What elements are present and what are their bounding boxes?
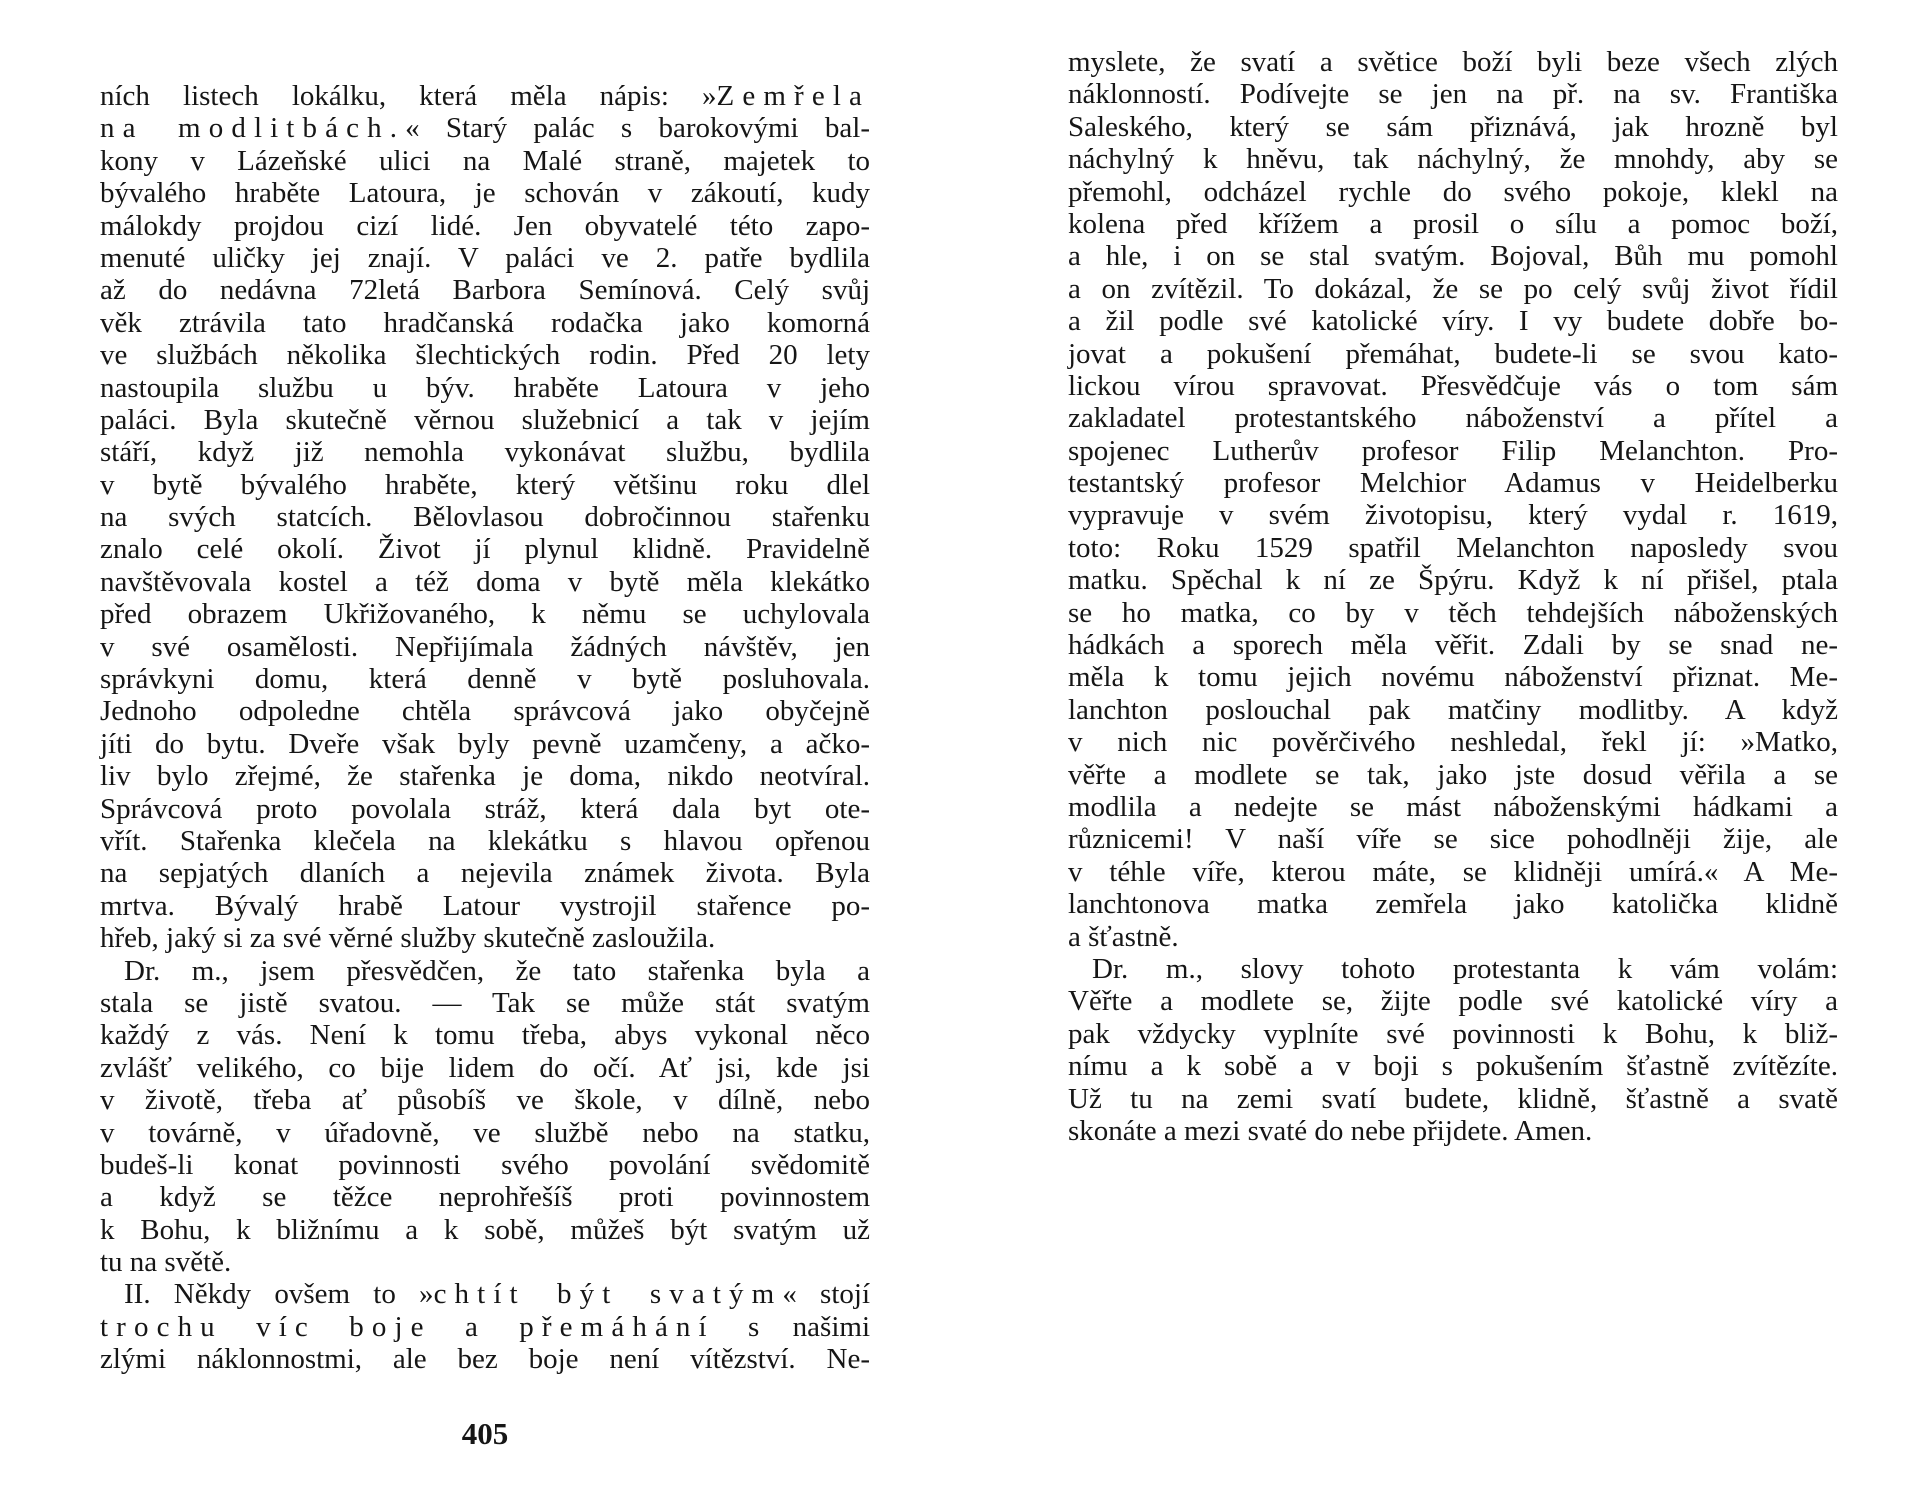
text-line: Jednoho odpoledne chtěla správcová jako obyčejně (100, 695, 870, 728)
text-line: trochu víc boje a přemáhání s našimi (100, 1310, 870, 1343)
text-line: na modlitbách.« Starý palác s barokovými bal- (100, 112, 870, 145)
text-line: měla k tomu jejich novému náboženství přiznat. Me- (1068, 661, 1838, 694)
text-line: Správcová proto povolala stráž, která dala byt ote- (100, 792, 870, 825)
text-line: mrtva. Bývalý hrabě Latour vystrojil stařence po- (100, 889, 870, 922)
text-line: ve službách několika šlechtických rodin. Před 20 lety (100, 339, 870, 372)
text-line: hřeb, jaký si za své věrné služby skutečně zasloužila. (100, 922, 716, 955)
text-line: a on zvítězil. To dokázal, že se po celý svůj život řídil (1068, 272, 1838, 305)
text-line: myslete, že svatí a světice boží byli beze všech zlých (1068, 46, 1838, 78)
text-line: v téhle víře, kterou máte, se klidněji umírá.« A Me- (1068, 855, 1838, 888)
text-line: zvlášť velikého, co bije lidem do očí. Ať jsi, kde jsi (100, 1051, 870, 1084)
text-line: zlými náklonnostmi, ale bez boje není vítězství. Ne- (100, 1343, 870, 1376)
text-line: věřte a modlete se tak, jako jste dosud věřila a se (1068, 758, 1838, 791)
text-line: věk ztrávila tato hradčanská rodačka jako komorná (100, 306, 870, 339)
text-line: každý z vás. Není k tomu třeba, abys vykonal něco (100, 1019, 870, 1052)
text-line: v továrně, v úřadovně, ve službě nebo na statku, (100, 1116, 870, 1149)
text-line: málokdy projdou cizí lidé. Jen obyvatelé této zapo- (100, 209, 870, 242)
text-line: přemohl, odcházel rychle do svého pokoje, klekl na (1068, 175, 1838, 208)
text-line: vypravuje v svém životopisu, který vydal r. 1619, (1068, 499, 1838, 532)
text-line: a šťastně. (1068, 920, 1179, 953)
text-line: zakladatel protestantského náboženství a přítel a (1068, 402, 1838, 435)
text-line: testantský profesor Melchior Adamus v Heidelberku (1068, 467, 1838, 500)
text-line: náklonností. Podívejte se jen na př. na sv. Františka (1068, 78, 1838, 111)
text-line: lanchton poslouchal pak matčiny modlitby. A když (1068, 693, 1838, 726)
text-line: před obrazem Ukřižovaného, k němu se uchylovala (100, 598, 870, 631)
text-line: kony v Lázeňské ulici na Malé straně, majetek to (100, 144, 870, 177)
text-line: nímu a k sobě a v boji s pokušením šťastně zvítězíte. (1068, 1050, 1838, 1083)
text-line: II. Někdy ovšem to »chtít být svatým« stojí (124, 1278, 870, 1311)
text-line: vřít. Stařenka klečela na klekátku s hlavou opřenou (100, 824, 870, 857)
text-line: matku. Spěchal k ní ze Špýru. Když k ní přišel, ptala (1068, 564, 1838, 597)
text-line: hádkách a sporech měla věřit. Zdali by se snad ne- (1068, 629, 1838, 662)
text-line: kolena před křížem a prosil o sílu a pomoc boží, (1068, 207, 1838, 240)
text-line: paláci. Byla skutečně věrnou služebnicí a tak v jejím (100, 403, 870, 436)
left-text-column (100, 80, 870, 1376)
text-line: jovat a pokušení přemáhat, budete-li se svou kato- (1068, 337, 1838, 370)
text-line: Dr. m., jsem přesvědčen, že tato stařenka byla a (124, 954, 870, 987)
text-line: Už tu na zemi svatí budete, klidně, šťastně a svatě (1068, 1082, 1838, 1115)
text-line: Věřte a modlete se, žijte podle své katolické víry a (1068, 985, 1838, 1018)
text-line: stáří, když již nemohla vykonávat službu, bydlila (100, 436, 870, 469)
text-line: znalo celé okolí. Život jí plynul klidně. Pravidelně (100, 533, 870, 566)
text-line: liv bylo zřejmé, že stařenka je doma, nikdo neotvíral. (100, 760, 870, 793)
page-number: 405 (461, 1416, 509, 1451)
text-line: v nich nic pověrčivého neshledal, řekl jí: »Matko, (1068, 726, 1838, 759)
text-line: nastoupila službu u býv. hraběte Latoura v jeho (100, 371, 870, 404)
text-line: v bytě bývalého hraběte, který většinu roku dlel (100, 468, 870, 501)
text-line: a když se těžce neprohřešíš proti povinnostem (100, 1181, 870, 1214)
text-line: pak vždycky vyplníte své povinnosti k Bohu, k bliž- (1068, 1017, 1838, 1050)
text-line: tu na světě. (100, 1246, 232, 1279)
text-line: v své osamělosti. Nepřijímala žádných návštěv, jen (100, 630, 870, 663)
text-line: ních listech lokálku, která měla nápis: »Zemřela (100, 80, 870, 112)
text-line: stala se jistě svatou. — Tak se může stát svatým (100, 986, 870, 1019)
text-line: a hle, i on se stal svatým. Bojoval, Bůh mu pomohl (1068, 240, 1838, 273)
text-line: na svých statcích. Bělovlasou dobročinnou stařenku (100, 501, 870, 534)
text-line: Dr. m., slovy tohoto protestanta k vám volám: (1092, 952, 1838, 985)
text-line: náchylný k hněvu, tak náchylný, že mnohdy, aby se (1068, 143, 1838, 176)
text-line: menuté uličky jej znají. V paláci ve 2. patře bydlila (100, 241, 870, 274)
text-line: správkyni domu, která denně v bytě posluhovala. (100, 663, 870, 696)
text-line: lickou vírou spravovat. Přesvědčuje vás o tom sám (1068, 369, 1838, 402)
text-line: se ho matka, co by v těch tehdejších náboženských (1068, 596, 1838, 629)
text-line: budeš-li konat povinnosti svého povolání svědomitě (100, 1148, 870, 1181)
text-line: k Bohu, k bližnímu a k sobě, můžeš být svatým už (100, 1213, 870, 1246)
text-line: a žil podle své katolické víry. I vy budete dobře bo- (1068, 305, 1838, 338)
text-line: toto: Roku 1529 spatřil Melanchton naposledy svou (1068, 531, 1838, 564)
text-line: až do nedávna 72letá Barbora Semínová. Celý svůj (100, 274, 870, 307)
text-line: na sepjatých dlaních a nejevila známek života. Byla (100, 857, 870, 890)
right-page (960, 0, 1920, 1500)
text-line: navštěvovala kostel a též doma v bytě měla klekátko (100, 565, 870, 598)
text-line: různicemi! V naší víře se sice pohodlněji žije, ale (1068, 823, 1838, 856)
text-line: Saleského, který se sám přiznává, jak hrozně byl (1068, 110, 1838, 143)
text-line: lanchtonova matka zemřela jako katolička klidně (1068, 888, 1838, 921)
text-line: bývalého hraběte Latoura, je schován v zákoutí, kudy (100, 177, 870, 210)
text-line: modlila a nedejte se mást náboženskými hádkami a (1068, 790, 1838, 823)
text-line: skonáte a mezi svaté do nebe přijdete. Amen. (1068, 1114, 1593, 1147)
right-text-column (1068, 46, 1838, 1147)
text-line: jíti do bytu. Dveře však byly pevně uzamčeny, a ačko- (100, 727, 870, 760)
text-line: spojenec Lutherův profesor Filip Melanchton. Pro- (1068, 434, 1838, 467)
text-line: v životě, třeba ať působíš ve škole, v dílně, nebo (100, 1084, 870, 1117)
